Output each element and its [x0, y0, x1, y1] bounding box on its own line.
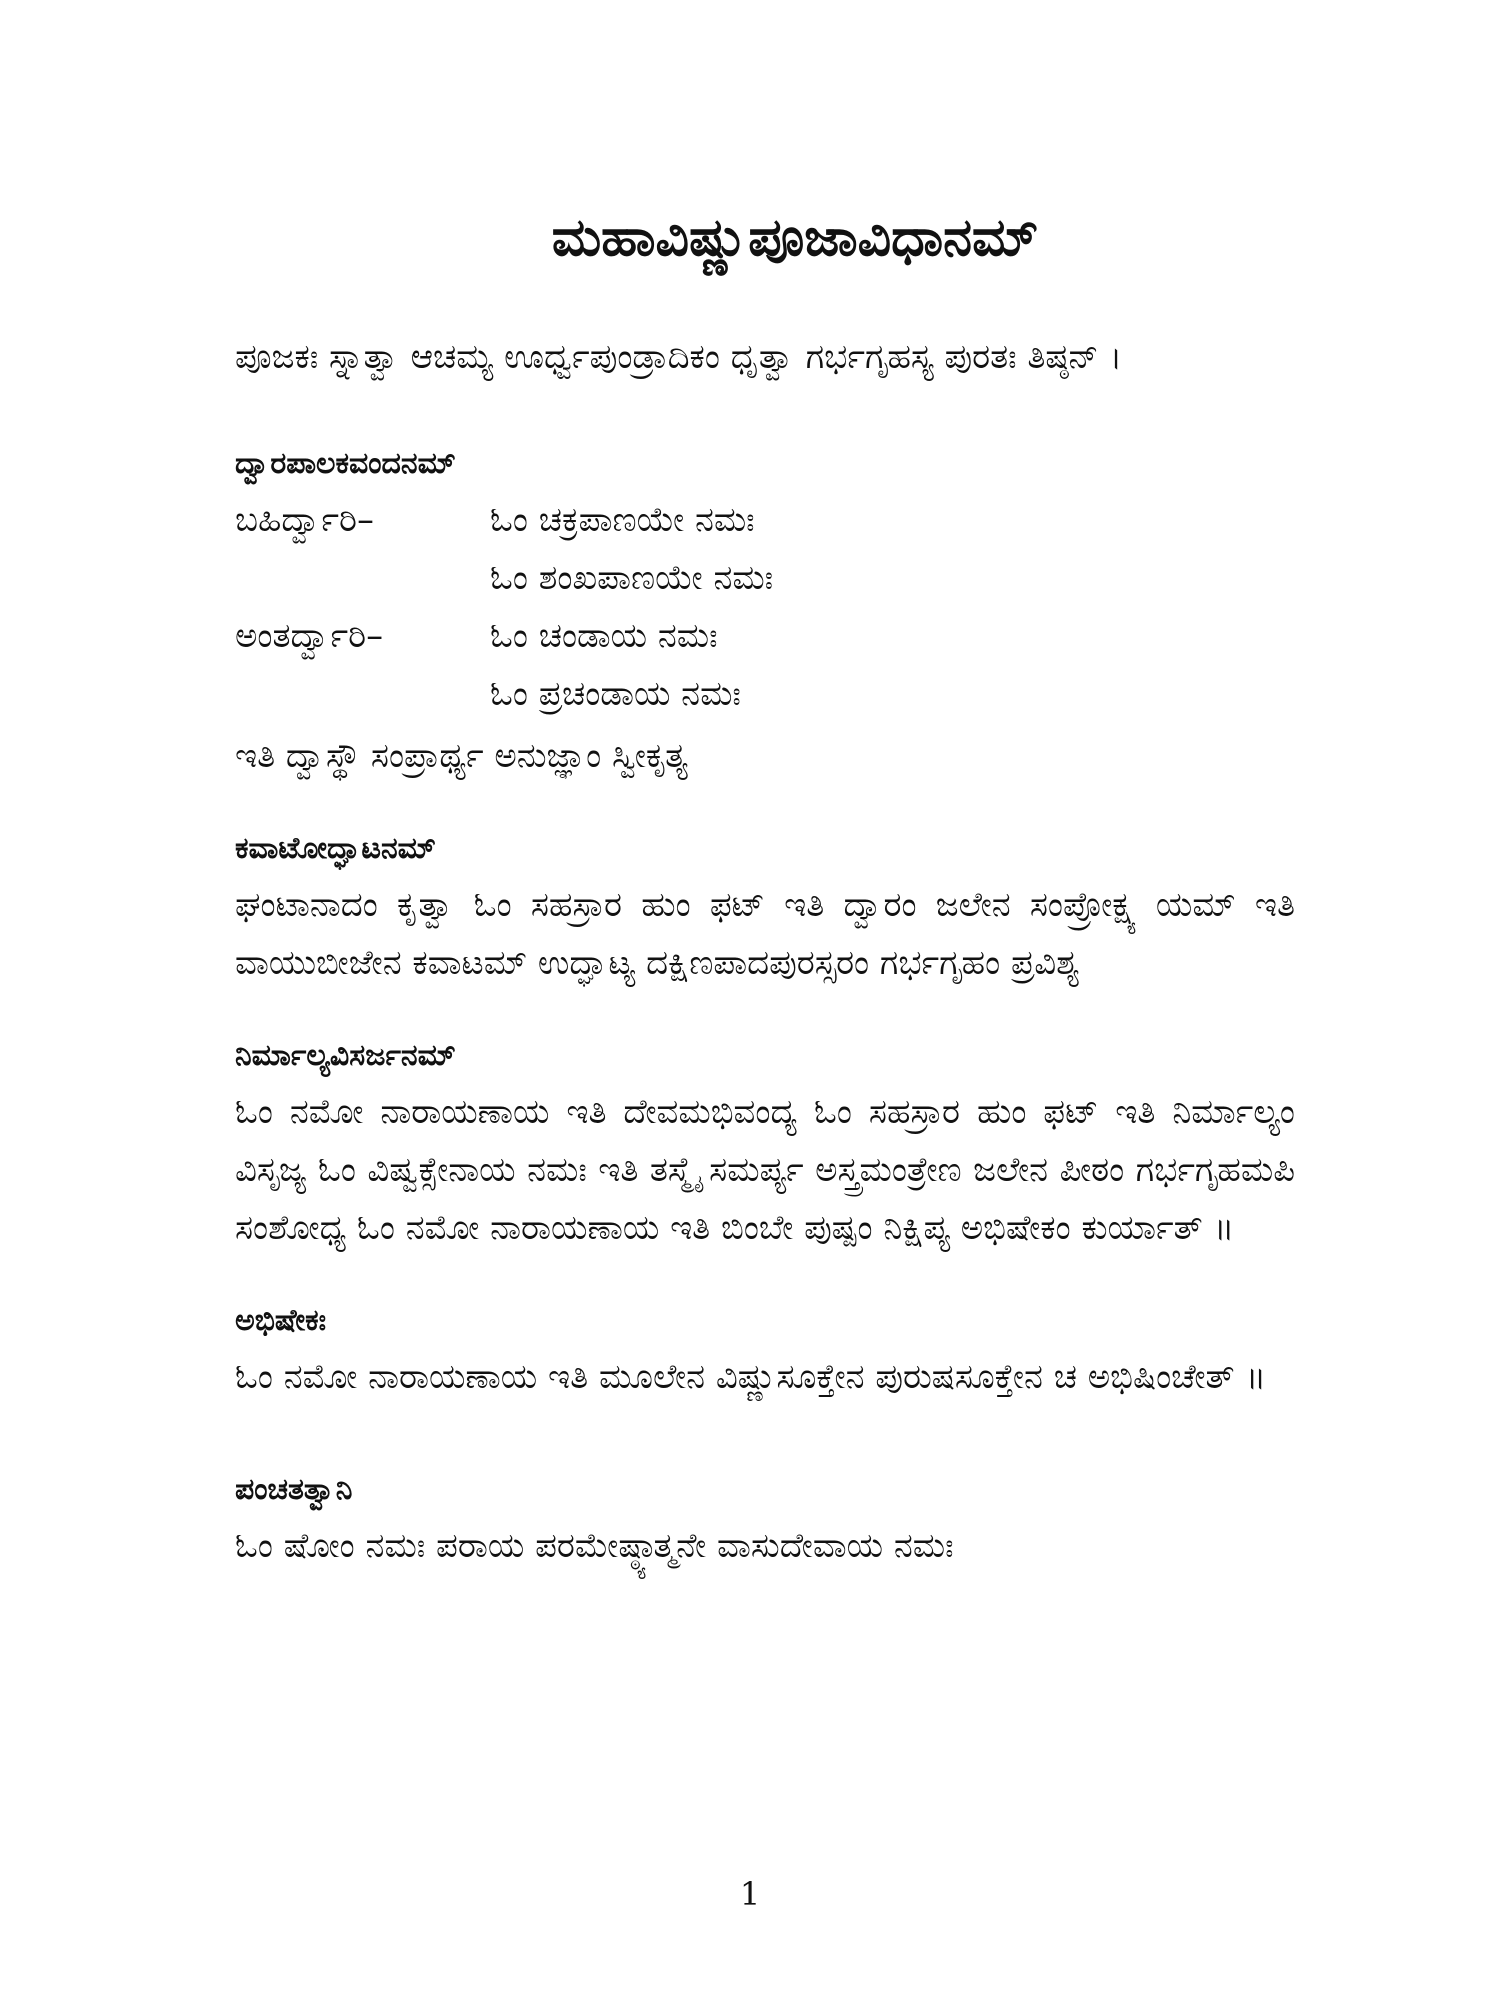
mantra-text: ಓಂ ಪ್ರಚಂಡಾಯ ನಮಃ [490, 673, 741, 714]
mantra-table [235, 491, 1295, 723]
section-heading-nirmalya-visarjana: ನಿರ್ಮಾಲ್ಯವಿಸರ್ಜನಮ್ [235, 1037, 456, 1073]
section-paragraph: ಓಂ ನಮೋ ನಾರಾಯಣಾಯ ಇತಿ ಮೂಲೇನ ವಿಷ್ಣುಸೂಕ್ತೇನ ಪುರುಷಸೂಕ್ತೇನ ಚ ಅಭಿಷಿಂಚೇತ್ ॥ [235, 1356, 1267, 1397]
mantra-label [235, 665, 490, 723]
mantra-label: ಅಂತರ್ದ್ವಾರಿ– [235, 615, 384, 656]
mantra-label: ಬಹಿರ್ದ್ವಾರಿ– [235, 499, 374, 540]
page-number: 1 [739, 1875, 761, 1913]
mantra-text: ಓಂ ಶಂಖಪಾಣಯೇ ನಮಃ [490, 557, 774, 598]
mantra-text: ಓಂ ಚಕ್ರಪಾಣಯೇ ನಮಃ [490, 499, 755, 540]
mantra-row [235, 549, 1295, 607]
section-paragraph: ಘಂಟಾನಾದಂ ಕೃತ್ವಾ ಓಂ ಸಹಸ್ರಾರ ಹುಂ ಫಟ್ ಇತಿ ದ್ವಾರಂ ಜಲೇನ ಸಂಪ್ರೋಕ್ಷ್ಯ ಯಮ್ ಇತಿ ವಾಯುಬೀಜೇನ ಕವಾಟಮ್ ಉದ್ಘಾಟ್ಯ ದಕ್ಷಿಣಪಾದಪುರಸ್ಸರಂ ಗರ್ಭಗೃಹಂ ಪ್ರವಿಶ್ಯ [235, 884, 1295, 983]
mantra-row [235, 665, 1295, 723]
page-content [235, 205, 1295, 1575]
mantra-row [235, 491, 1295, 549]
section-paragraph: ಓಂ ಷೋಂ ನಮಃ ಪರಾಯ ಪರಮೇಷ್ಠ್ಯಾತ್ಮನೇ ವಾಸುದೇವಾಯ ನಮಃ [235, 1525, 954, 1566]
mantra-text: ಓಂ ಚಂಡಾಯ ನಮಃ [490, 615, 718, 656]
section-heading-panchatattvani: ಪಂಚತತ್ವಾನಿ [235, 1471, 353, 1507]
mantra-label [235, 549, 490, 607]
section-paragraph: ಇತಿ ದ್ವಾಸ್ಥೌ ಸಂಪ್ರಾರ್ಥ್ಯ ಅನುಜ್ಞಾಂ ಸ್ವೀಕೃತ್ಯ [235, 735, 688, 776]
mantra-row [235, 607, 1295, 665]
section-paragraph: ಓಂ ನಮೋ ನಾರಾಯಣಾಯ ಇತಿ ದೇವಮಭಿವಂದ್ಯ ಓಂ ಸಹಸ್ರಾರ ಹುಂ ಫಟ್ ಇತಿ ನಿರ್ಮಾಲ್ಯಂ ವಿಸೃಜ್ಯ ಓಂ ವಿಷ್ವಕ್ಸೇನಾಯ ನಮಃ ಇತಿ ತಸ್ಮೈ ಸಮರ್ಪ್ಯ ಅಸ್ತ್ರಮಂತ್ರೇಣ ಜಲೇನ ಪೀಠಂ ಗರ್ಭಗೃಹಮಪಿ ಸಂಶೋಧ್ಯ ಓಂ ನಮೋ ನಾರಾಯಣಾಯ ಇತಿ ಬಿಂಬೇ ಪುಷ್ಪಂ ನಿಕ್ಷಿಪ್ಯ ಅಭಿಷೇಕಂ ಕುರ್ಯಾತ್ ॥ [235, 1091, 1295, 1248]
section-heading-dvarapalaka: ದ್ವಾರಪಾಲಕವಂದನಮ್ [235, 445, 456, 481]
document-title: ಮಹಾವಿಷ್ಣುಪೂಜಾವಿಧಾನಮ್ [551, 208, 1039, 268]
section-heading-kavatodghatana: ಕವಾಟೋದ್ಘಾಟನಮ್ [235, 830, 436, 866]
section-heading-abhisheka: ಅಭಿಷೇಕಃ [235, 1302, 327, 1338]
intro-paragraph: ಪೂಜಕಃ ಸ್ನಾತ್ವಾ ಆಚಮ್ಯ ಊರ್ಧ್ವಪುಂಡ್ರಾದಿಕಂ ಧೃತ್ವಾ ಗರ್ಭಗೃಹಸ್ಯ ಪುರತಃ ತಿಷ್ಠನ್ । [235, 336, 1123, 377]
